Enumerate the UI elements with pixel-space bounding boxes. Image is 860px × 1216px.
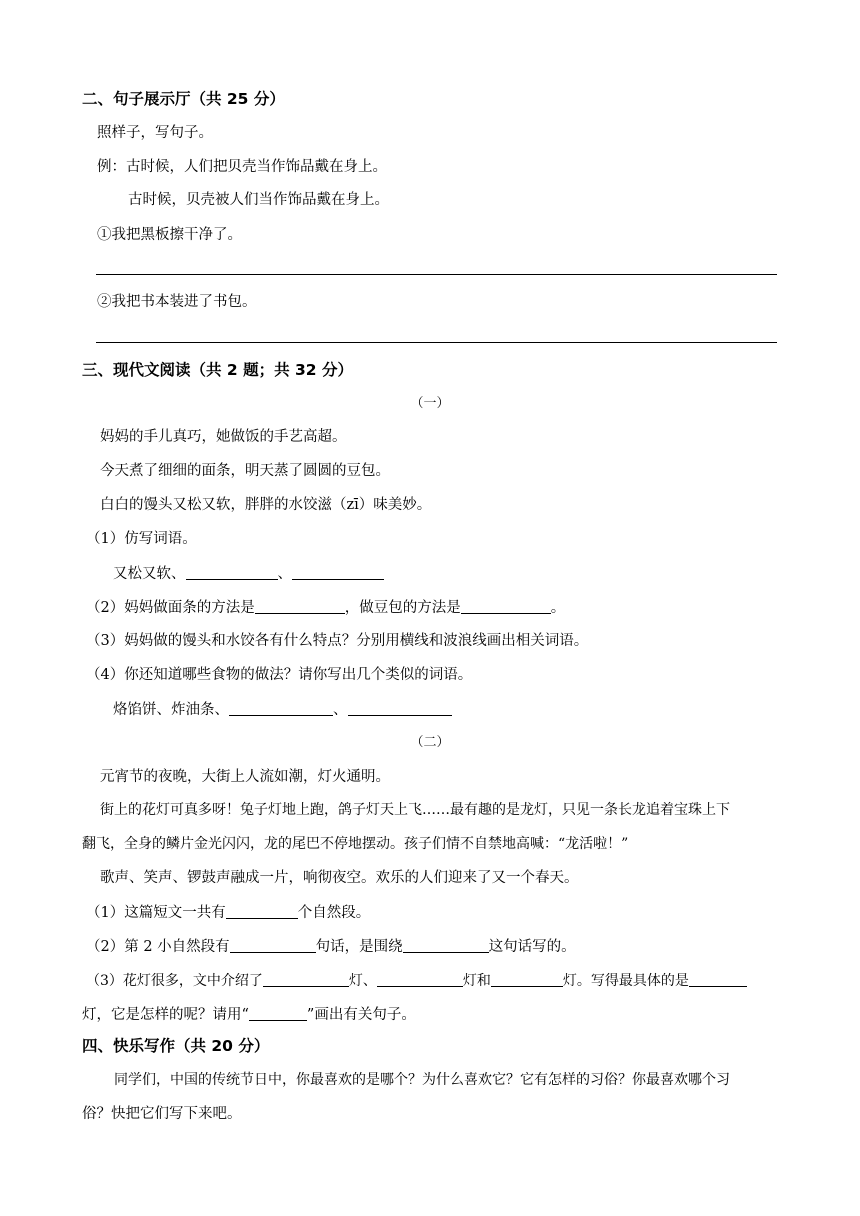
section-2-title: 二、句子展示厅（共 25 分）	[82, 90, 285, 108]
answer-blank[interactable]	[255, 597, 345, 614]
passage-2-question-2	[86, 936, 576, 957]
passage-2-paragraph-1: 元宵节的夜晚，大街上人流如潮，灯火通明。	[100, 769, 390, 785]
question-text: 灯和	[462, 973, 491, 989]
question-text: 灯。写得最具体的是	[562, 973, 689, 989]
writing-prompt-line-1: 同学们，中国的传统节日中，你最喜欢的是哪个？为什么喜欢它？它有怎样的习俗？你最喜欢哪个习	[114, 1072, 730, 1088]
question-text: （1）这篇短文一共有	[86, 905, 226, 921]
passage-2-paragraph-2-line-2: 翻飞，全身的鳞片金光闪闪，龙的尾巴不停地摆动。孩子们情不自禁地高喊：“龙活啦！”	[82, 836, 629, 852]
example-sentence-1: 例：古时候，人们把贝壳当作饰品戴在身上。	[97, 159, 387, 175]
answer-blank[interactable]	[348, 699, 452, 716]
passage-2-label: （二）	[410, 735, 450, 750]
section-4-title: 四、快乐写作（共 20 分）	[82, 1037, 270, 1055]
question-text: （2）妈妈做面条的方法是	[86, 600, 255, 616]
passage-2-paragraph-2-line-1: 街上的花灯可真多呀！兔子灯地上跑，鸽子灯天上飞……最有趣的是龙灯，只见一条长龙追着宝珠上下	[100, 802, 730, 818]
passage-1-question-4-answer	[113, 699, 452, 720]
passage-1-label: （一）	[410, 396, 450, 411]
passage-1-question-2	[86, 597, 565, 618]
underline-sample	[249, 1004, 307, 1021]
question-text: 这句话写的。	[488, 939, 576, 955]
answer-blank[interactable]	[491, 970, 563, 987]
question-text: 灯、	[348, 973, 377, 989]
separator: 、	[333, 702, 348, 718]
answer-blank[interactable]	[377, 970, 463, 987]
separator: 、	[277, 566, 292, 582]
passage-2-question-3-line-1	[86, 970, 747, 991]
answer-blank[interactable]	[186, 563, 278, 580]
section-3-title: 三、现代文阅读（共 2 题；共 32 分）	[82, 361, 353, 379]
answer-prefix: 烙馅饼、炸油条、	[113, 702, 229, 718]
answer-blank[interactable]	[292, 563, 384, 580]
passage-1-paragraph-2: 今天煮了细细的面条，明天蒸了圆圆的豆包。	[100, 463, 390, 479]
answer-blank[interactable]	[229, 699, 333, 716]
answer-line-2[interactable]	[96, 342, 777, 343]
question-text: 。	[550, 600, 566, 616]
question-text: 句话，是围绕	[315, 939, 403, 955]
passage-2-question-3-line-2	[82, 1004, 416, 1025]
question-text: （2）第 2 小自然段有	[86, 939, 230, 955]
passage-1-question-4: （4）你还知道哪些食物的做法？请你写出几个类似的词语。	[86, 667, 473, 683]
passage-1-paragraph-3: 白白的馒头又松又软，胖胖的水饺滋（zī）味美妙。	[100, 497, 432, 513]
answer-blank[interactable]	[230, 936, 316, 953]
passage-1-question-1: （1）仿写词语。	[86, 531, 197, 547]
answer-blank[interactable]	[263, 970, 349, 987]
question-text: 个自然段。	[297, 905, 371, 921]
passage-2-question-1	[86, 902, 370, 923]
passage-1-question-3: （3）妈妈做的馒头和水饺各有什么特点？分别用横线和波浪线画出相关词语。	[86, 633, 589, 649]
section-2-question-1: ①我把黑板擦干净了。	[97, 227, 242, 243]
answer-line-1[interactable]	[96, 274, 777, 275]
answer-blank[interactable]	[403, 936, 489, 953]
question-text: ，做豆包的方法是	[344, 600, 461, 616]
passage-1-paragraph-1: 妈妈的手儿真巧，她做饭的手艺高超。	[100, 429, 347, 445]
passage-1-question-1-answer	[113, 563, 384, 584]
passage-2-paragraph-3: 歌声、笑声、锣鼓声融成一片，响彻夜空。欢乐的人们迎来了又一个春天。	[100, 870, 579, 886]
question-text: 灯，它是怎样的呢？请用“	[82, 1007, 249, 1023]
section-2-instruction: 照样子，写句子。	[97, 125, 213, 141]
answer-prefix: 又松又软、	[113, 566, 186, 582]
question-text: ”画出有关句子。	[306, 1007, 416, 1023]
section-2-question-2: ②我把书本装进了书包。	[97, 294, 257, 310]
answer-blank[interactable]	[689, 970, 747, 987]
example-sentence-2: 古时候，贝壳被人们当作饰品戴在身上。	[128, 192, 389, 208]
answer-blank[interactable]	[226, 902, 298, 919]
writing-prompt-line-2: 俗？快把它们写下来吧。	[82, 1106, 242, 1122]
question-text: （3）花灯很多，文中介绍了	[86, 973, 263, 989]
answer-blank[interactable]	[461, 597, 551, 614]
